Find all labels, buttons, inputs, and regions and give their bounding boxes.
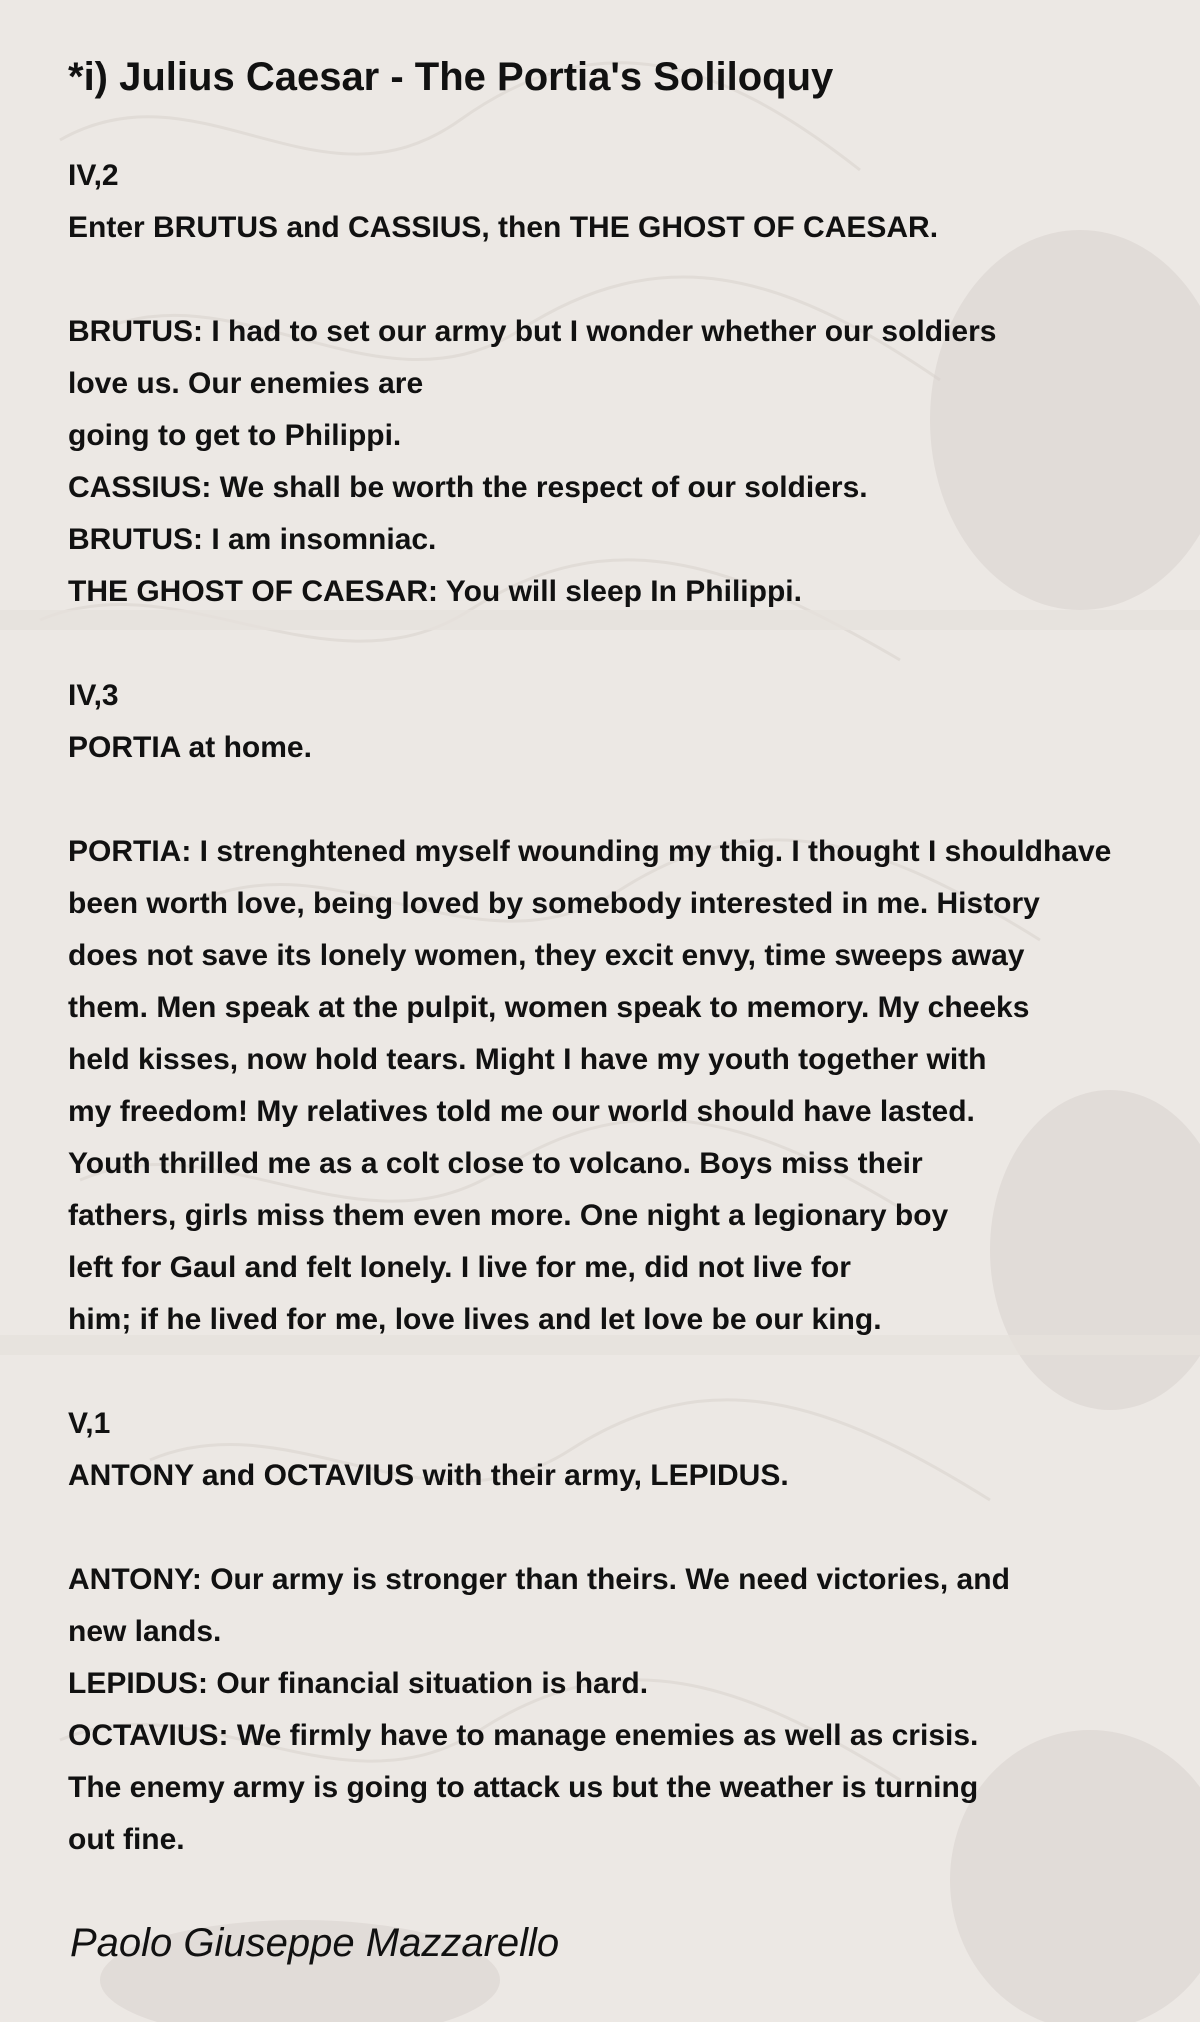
stanza-gap	[68, 618, 1193, 670]
poem-line: going to get to Philippi.	[68, 419, 402, 452]
poem-line: fathers, girls miss them even more. One night a legionary boy	[68, 1199, 949, 1232]
scene-heading: IV,2	[68, 159, 119, 192]
stage-direction: Enter BRUTUS and CASSIUS, then THE GHOST OF CAESAR.	[68, 211, 939, 244]
stanza-antony-dialogue	[68, 1554, 1193, 1866]
poem-line: Youth thrilled me as a colt close to volcano. Boys miss their	[68, 1147, 923, 1180]
poem-line: love us. Our enemies are	[68, 367, 424, 400]
poem-line: LEPIDUS: Our financial situation is hard.	[68, 1667, 649, 1700]
poem-body	[68, 150, 1193, 1866]
poem-line: does not save its lonely women, they excit envy, time sweeps away	[68, 939, 1025, 972]
poem-title: *i) Julius Caesar - The Portia's Soliloquy	[68, 55, 834, 99]
stage-direction: PORTIA at home.	[68, 731, 312, 764]
stanza-scene-iv-3	[68, 670, 1193, 774]
stage-direction: ANTONY and OCTAVIUS with their army, LEPIDUS.	[68, 1459, 789, 1492]
stanza-gap	[68, 774, 1193, 826]
scene-heading: IV,3	[68, 679, 119, 712]
poem-line: been worth love, being loved by somebody interested in me. History	[68, 887, 1040, 920]
poem-line: OCTAVIUS: We firmly have to manage enemies as well as crisis.	[68, 1719, 979, 1752]
poem-author: Paolo Giuseppe Mazzarello	[70, 1921, 560, 1965]
poem-line: The enemy army is going to attack us but the weather is turning	[68, 1771, 979, 1804]
stanza-gap	[68, 1502, 1193, 1554]
poem-line: out fine.	[68, 1823, 185, 1856]
stanza-gap	[68, 254, 1193, 306]
stanza-scene-iv-2	[68, 150, 1193, 254]
poem-line: BRUTUS: I had to set our army but I wonder whether our soldiers	[68, 315, 997, 348]
poem-line: BRUTUS: I am insomniac.	[68, 523, 437, 556]
poem-line: new lands.	[68, 1615, 222, 1648]
stanza-gap	[68, 1346, 1193, 1398]
scene-heading: V,1	[68, 1407, 111, 1440]
poem-line: them. Men speak at the pulpit, women speak to memory. My cheeks	[68, 991, 1030, 1024]
poem-line: my freedom! My relatives told me our world should have lasted.	[68, 1095, 975, 1128]
stanza-portia-soliloquy	[68, 826, 1193, 1346]
stanza-brutus-dialogue	[68, 306, 1193, 618]
poem-line: THE GHOST OF CAESAR: You will sleep In Philippi.	[68, 575, 802, 608]
poem-line: held kisses, now hold tears. Might I have my youth together with	[68, 1043, 987, 1076]
poem-line: PORTIA: I strenghtened myself wounding my thig. I thought I shouldhave	[68, 835, 1112, 868]
poem-line: CASSIUS: We shall be worth the respect of our soldiers.	[68, 471, 868, 504]
poem-line: left for Gaul and felt lonely. I live for me, did not live for	[68, 1251, 851, 1284]
poem-line: ANTONY: Our army is stronger than theirs. We need victories, and	[68, 1563, 1010, 1596]
stanza-scene-v-1	[68, 1398, 1193, 1502]
poem-line: him; if he lived for me, love lives and let love be our king.	[68, 1303, 882, 1336]
